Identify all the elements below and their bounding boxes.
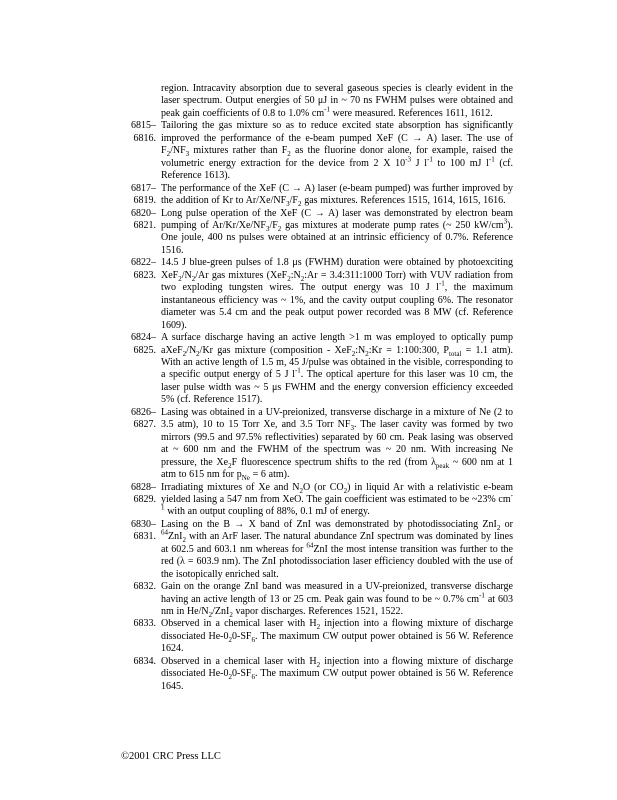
catalog-entry: [118, 208, 516, 258]
catalog-entry: [118, 332, 516, 407]
catalog-entry: [118, 656, 516, 693]
entry-text: Tailoring the gas mixture so as to reduce excited state absorption has significantly improved the performance of the e-beam pumped XeF (C → A) laser. The use of $F_2/NF_3$ mixtures rather than $F_2$ as the fluorine donor alone, for example, raised the volumetric energy extraction for the device from 2 X $10^{-3}$ J $l^{-1}$ to 100 mJ $l^{-1}$ (cf. Reference 1613).: [161, 120, 513, 182]
entry-text: Irradiating mixtures of Xe and $N_2O$ (or $CO_2$) in liquid Ar with a relativistic e-beam yielded lasing a 547 nm from XeO. The gain coefficient was estimated to be ~23% $cm^{-1}$ with an output coupling of 88%, 0.1 mJ of energy.: [161, 481, 513, 518]
entry-text: Observed in a chemical laser with $H_2$ injection into a flowing mixture of discharge dissociated $He-0_20-SF_6$. The maximum CW output power obtained is 56 W. Reference 1645.: [161, 655, 514, 692]
catalog-entry: [118, 83, 516, 120]
catalog-entry: [118, 482, 516, 519]
entry-text: Long pulse operation of the XeF (C → A) laser was demonstrated by electron beam pumping of $Ar/Kr/Xe/NF_3/F_2$ gas mixtures at moderate pump rates (~ 250 $kW/cm^3$). One joule, 400 ns pulses were obtained at an intrinsic efficiency of 0.7%. Reference 1516.: [161, 207, 513, 256]
entry-text: 14.5 J blue-green pulses of 1.8 μs (FWHM) duration were obtained by photoexciting $XeF_2/N_2/Ar$ gas mixtures ($XeF_2:N_2:Ar$ = 3.4:311:1000 Torr) with VUV radiation from two exploding tungsten wires. The output energy was 10 J $l^{-1}$, the maximum instantaneous efficiency was ~ 1%, and the cavity output coupling 6%. The resonator diameter was 5.4 cm and the peak output power recorded was 8 MW (cf. Reference 1609).: [161, 257, 513, 331]
catalog-entry: [118, 183, 516, 208]
catalog-entry: [118, 618, 516, 655]
entry-number-line: 6825.: [133, 344, 156, 356]
entry-number: [118, 519, 156, 544]
entry-number: [118, 257, 156, 282]
catalog-entry: [118, 407, 516, 482]
entry-number-line: 6815–: [131, 120, 156, 132]
entry-number-line: 6816.: [133, 132, 156, 144]
catalog-entry: [118, 257, 516, 332]
entry-number-line: 6824–: [131, 332, 156, 344]
catalog-entry: [118, 519, 516, 581]
entry-number-line: 6832.: [133, 581, 156, 593]
entry-number-line: 6828–: [131, 481, 156, 493]
entry-number-line: 6831.: [133, 531, 156, 543]
entry-number-line: 6826–: [131, 406, 156, 418]
entry-number: [118, 183, 156, 208]
entry-number: [118, 120, 156, 145]
entry-text: Lasing was obtained in a UV-preionized, transverse discharge in a mixture of Ne (2 to 3.5 atm), 10 to 15 Torr Xe, and 3.5 Torr $NF_3$. The laser cavity was formed by two mirrors (99.5 and 97.5% reflectivities) separated by 60 cm. Peak lasing was observed at ~ 600 nm and the FWHM of the spectrum was ~ 20 nm. With increasing Ne pressure, the $Xe_2F$ fluorescence spectrum shifts to the red (from $\lambda_{peak}$ ~ 600 nm at 1 atm to 615 nm for $p_{Ne} = 6$ atm).: [161, 406, 514, 483]
entry-text: A surface discharge having an active length >1 m was employed to optically pump $aXeF_2/N_2/Kr$ gas mixture (composition - $XeF_2:N_2:Kr$ = 1:100:300, $P_{total} = 1.1$ atm). With an active length of 1.5 m, 45 J/pulse was obtained in the visible, corresponding to a specific output energy of 5 J $l^{-1}$. The optical aperture for this laser was 10 cm, the laser pulse width was ~ 5 μs FWHM and the energy conversion efficiency exceeded 5% (cf. Reference 1517).: [161, 332, 513, 406]
entry-number: [118, 618, 156, 630]
entry-number-line: 6833.: [133, 618, 156, 630]
entry-text: Gain on the orange ZnI band was measured in a UV-preionized, transverse discharge having an active length of 13 or 25 cm. Peak gain was found to be ~ 0.7% $cm^{-1}$ at 603 nm in $He/N_2/ZnI_2$ vapor discharges. References 1521, 1522.: [161, 581, 513, 620]
entry-text: Lasing on the B → X band of ZnI was demonstrated by photodissociating ZnI$_2$ or $^{64}$ZnI$_2$ with an ArF laser. The natural abundance ZnI spectrum was dominated by lines at 602.5 and 603.1 nm whereas for $^{64}$ZnI the most intense transition was further to the red (λ = 603.9 nm). The ZnI photodissociation laser efficiency doubled with the use of the isotopically enriched salt.: [161, 518, 514, 580]
entry-number: [118, 581, 156, 593]
entry-number-line: 6829.: [133, 493, 156, 505]
entry-number: [118, 482, 156, 507]
entry-number: [118, 407, 156, 432]
entry-number-line: 6821.: [133, 219, 156, 231]
entry-number-line: 6820–: [131, 207, 156, 219]
entry-number-line: 6819.: [133, 195, 156, 207]
entry-number-line: 6817–: [131, 182, 156, 194]
entry-number: [118, 656, 156, 668]
entry-text: region. Intracavity absorption due to several gaseous species is clearly evident in the laser spectrum. Output energies of 50 μJ in ~ 70 ns FWHM pulses were obtained and peak gain coefficients of 0.8 to 1.0% $cm^{-1}$ were measured. References 1611, 1612.: [161, 83, 513, 119]
entry-number-line: 6823.: [133, 269, 156, 281]
catalog-entry: [118, 581, 516, 618]
entry-number-line: 6834.: [133, 655, 156, 667]
entry-number-line: 6830–: [131, 518, 156, 530]
entry-number: [118, 208, 156, 233]
footer-copyright: ©2001 CRC Press LLC: [121, 751, 221, 762]
entry-text: The performance of the XeF (C → A) laser (e-beam pumped) was further improved by the addition of Kr to $Ar/Xe/NF_3/F_2$ gas mixtures. References 1515, 1614, 1615, 1616.: [161, 182, 513, 209]
entry-number-line: 6827.: [133, 419, 156, 431]
catalog-entry: [118, 120, 516, 182]
entry-text: Observed in a chemical laser with $H_2$ injection into a flowing mixture of discharge dissociated $He-0_20-SF_6$. The maximum CW output power obtained is 56 W. Reference 1624.: [161, 618, 514, 655]
entry-number-line: 6822–: [131, 257, 156, 269]
entry-list: [118, 83, 516, 693]
entry-number: [118, 332, 156, 357]
